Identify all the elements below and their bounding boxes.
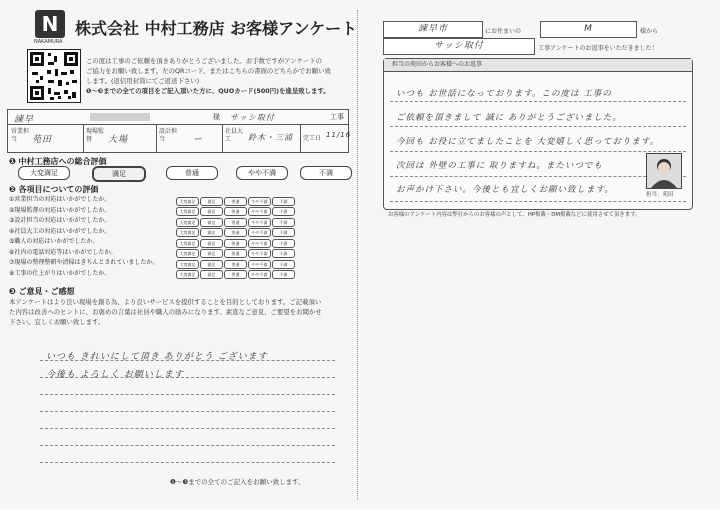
intro-line: ご協力をお願い致します。左のQRコード、またはこちらの書面のどちらかでお願い致 — [86, 67, 331, 75]
reply-line: ご依頼を頂きまして 誠に ありがとうございました。 — [396, 113, 622, 123]
item-rating-option[interactable]: やや不満 — [248, 270, 271, 279]
item-question: ⑧工事の仕上がりはいかがでしたか。 — [9, 269, 111, 277]
avatar-caption: 担当：苑田 — [646, 192, 674, 198]
item-rating-option[interactable]: 普通 — [224, 228, 247, 237]
column-divider — [357, 10, 358, 500]
comments-intro — [9, 297, 354, 327]
item-rating-option[interactable]: 満足 — [200, 197, 223, 206]
intro-text — [86, 56, 356, 96]
comments-intro-line: た内容は改善へのヒントに、お褒めの言葉は社員や職人の励みになります。素直なご意見、ご要望をお聞かせ — [9, 308, 322, 316]
item-rating-option[interactable]: 不満 — [272, 218, 295, 227]
reply-header-bar — [384, 59, 692, 72]
item-rating-option[interactable]: 満足 — [200, 249, 223, 258]
page-title: 株式会社 中村工務店 お客様アンケート — [75, 19, 358, 38]
item-rating-option[interactable]: 不満 — [272, 228, 295, 237]
item-rating-option[interactable]: 満足 — [200, 239, 223, 248]
item-rating-option[interactable]: 普通 — [224, 218, 247, 227]
staff-photo — [646, 153, 682, 189]
reply-line: お声かけ下さい。今後とも宜しくお願い致します。 — [396, 185, 614, 195]
intro-line: します。(返信用封筒にてご返送下さい) — [86, 77, 200, 85]
item-rating-option[interactable]: やや不満 — [248, 239, 271, 248]
item-question: ④社員大工の対応はいかがでしたか。 — [9, 227, 111, 235]
logo-caption: NAKAMURA — [34, 39, 63, 45]
item-question: ⑥社内の電話対応等はいかがでしたか。 — [9, 248, 117, 256]
overall-option[interactable]: やや不満 — [236, 166, 288, 180]
item-rating-option[interactable]: 大変満足 — [176, 249, 199, 258]
customer-redacted — [90, 113, 150, 121]
city-box — [383, 21, 483, 38]
item-rating-option[interactable]: 大変満足 — [176, 239, 199, 248]
item-rating-option[interactable]: 不満 — [272, 249, 295, 258]
name-suffix: 様から — [640, 28, 659, 35]
staff-label: 社員大工 — [225, 128, 244, 143]
item-rating-option[interactable]: 満足 — [200, 228, 223, 237]
complete-label: 完工日 — [303, 135, 322, 142]
work-value: サッシ取付 — [434, 41, 484, 51]
comments-title: ❸ ご意見・ご感想 — [9, 287, 75, 296]
item-rating-option[interactable]: 普通 — [224, 207, 247, 216]
item-rating-option[interactable]: 不満 — [272, 260, 295, 269]
logo-mark: N — [41, 12, 59, 36]
city-value: 諫早市 — [417, 24, 448, 34]
item-question: ③設計担当の対応はいかがでしたか。 — [9, 217, 111, 224]
item-question: ②現場監督の対応はいかがでしたか。 — [9, 206, 111, 214]
item-rating-option[interactable]: やや不満 — [248, 197, 271, 206]
sales-label: 営業担当 — [11, 128, 30, 143]
design-label: 設計担当 — [159, 128, 178, 143]
item-rating-option[interactable]: やや不満 — [248, 249, 271, 258]
info-table — [7, 109, 352, 153]
item-rating-option[interactable]: 普通 — [224, 260, 247, 269]
site-label: 現場監督 — [86, 128, 105, 143]
intro-line: ❶〜❸までの全ての項目をご記入頂いた方に、QUOカード(500円)を進呈致します。 — [86, 87, 330, 95]
item-rating-option[interactable]: 普通 — [224, 197, 247, 206]
reply-line: 今回も お役に立てましたことを 大変嬉しく思っております。 — [396, 137, 660, 147]
design-value[interactable]: ー — [193, 135, 204, 145]
customer-suffix: 様 — [213, 113, 220, 121]
overall-option[interactable]: 大変満足 — [18, 166, 70, 180]
person-icon — [647, 154, 681, 188]
reply-line: いつも お世話になっております。この度は 工事の — [396, 89, 612, 99]
item-rating-option[interactable]: 不満 — [272, 197, 295, 206]
comment-line: いつも きれいにして頂き ありがとう ございます — [46, 352, 268, 362]
overall-option[interactable]: 不満 — [300, 166, 352, 180]
item-question: ①営業担当の対応はいかがでしたか。 — [9, 196, 111, 203]
item-rating-option[interactable]: やや不満 — [248, 260, 271, 269]
qr-code[interactable] — [27, 49, 81, 103]
work-suffix: 工事 — [330, 113, 344, 121]
work-box — [383, 38, 535, 55]
item-rating-option[interactable]: 普通 — [224, 249, 247, 258]
item-rating-option[interactable]: 大変満足 — [176, 228, 199, 237]
reply-box — [383, 58, 693, 210]
site-value[interactable]: 大場 — [108, 135, 129, 145]
reply-title: 担当の苑田からお客様へのお返事 — [392, 61, 483, 68]
name-value: M — [584, 24, 593, 34]
reply-line: 次回は 外壁の工事に 取りますね。またいつでも — [396, 161, 603, 171]
complete-value[interactable]: 11/16 — [326, 131, 352, 139]
comment-area[interactable] — [40, 345, 335, 470]
bottom-note: お客様のアンケート内容は弊社からのお客様の声として、HP掲載・DM掲載などに使用させて頂きます。 — [388, 212, 641, 218]
items-title: ❷ 各項目についての評価 — [9, 185, 99, 194]
customer-name[interactable]: 諫早 — [14, 115, 35, 125]
comments-intro-line: 下さい。宜しくお願い致します。 — [9, 318, 105, 326]
item-rating-option[interactable]: やや不満 — [248, 207, 271, 216]
company-logo — [35, 10, 65, 38]
item-rating-option[interactable]: やや不満 — [248, 218, 271, 227]
item-rating-option[interactable]: 満足 — [200, 207, 223, 216]
footer-note: ❶〜❸までの全てのご記入をお願い致します。 — [170, 478, 305, 486]
work-suffix-right: 工事アンケートのお返事をいただきました！ — [538, 45, 658, 52]
item-rating-option[interactable]: 満足 — [200, 260, 223, 269]
name-box — [540, 21, 637, 38]
item-rating-option[interactable]: 不満 — [272, 239, 295, 248]
overall-option[interactable]: 普通 — [166, 166, 218, 180]
item-rating-option[interactable]: 大変満足 — [176, 260, 199, 269]
item-rating-option[interactable]: 不満 — [272, 207, 295, 216]
city-suffix: にお住まいの — [485, 28, 522, 35]
work-type[interactable]: サッシ取付 — [230, 113, 275, 122]
item-rating-option[interactable]: 普通 — [224, 239, 247, 248]
overall-option[interactable]: 満足 — [92, 166, 146, 182]
overall-title: ❶ 中村工務店への総合評価 — [9, 157, 107, 166]
staff-value[interactable]: 鈴木・三浦 — [248, 133, 293, 142]
intro-line: この度は工事のご依頼を頂きありがとうございました。お手数ですがアンケートの — [86, 57, 323, 65]
item-rating-option[interactable]: 大変満足 — [176, 218, 199, 227]
item-question: ⑤職人の対応はいかがでしたか。 — [9, 238, 99, 245]
item-rating-option[interactable]: 普通 — [224, 270, 247, 279]
item-rating-option[interactable]: 大変満足 — [176, 270, 199, 279]
item-rating-option[interactable]: 満足 — [200, 218, 223, 227]
item-question: ⑦現場の整理整頓や清掃はきちんとされていましたか。 — [9, 259, 159, 266]
comment-line: 今後も よろしく お願いします — [46, 370, 184, 380]
item-rating-option[interactable]: 大変満足 — [176, 207, 199, 216]
sales-value[interactable]: 苑田 — [32, 135, 53, 145]
item-rating-option[interactable]: やや不満 — [248, 228, 271, 237]
item-rating-option[interactable]: 不満 — [272, 270, 295, 279]
comments-intro-line: 本アンケートはより良い現場を創る為、より良いサービスを提供することを目的としております。ご記載頂い — [9, 298, 322, 306]
item-rating-option[interactable]: 大変満足 — [176, 197, 199, 206]
item-rating-option[interactable]: 満足 — [200, 270, 223, 279]
